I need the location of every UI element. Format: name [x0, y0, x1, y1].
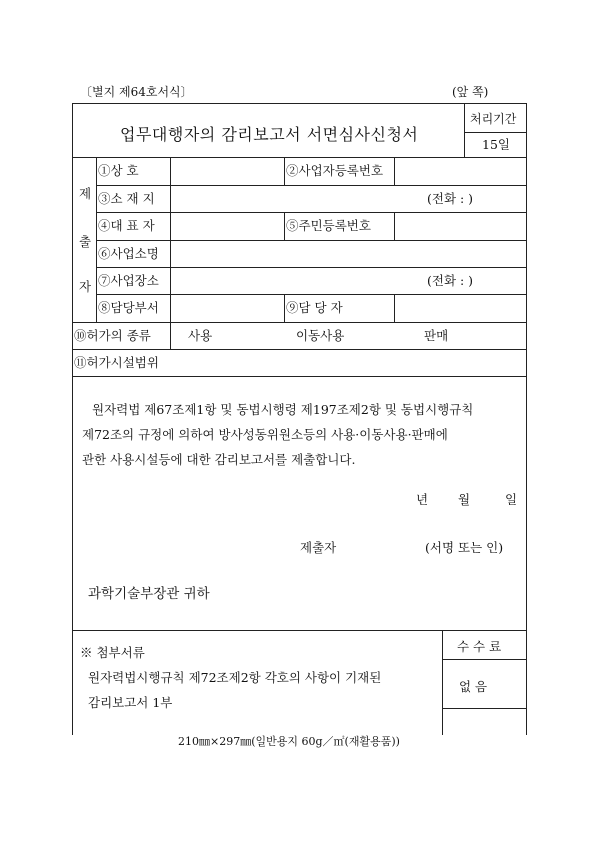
statement	[82, 397, 527, 472]
date-month: 월	[458, 492, 471, 507]
business-location-name-label: ⑥사업소명	[98, 246, 159, 261]
license-type-use: 사용	[188, 328, 213, 343]
submitter-sign: (서명 또는 인)	[425, 540, 504, 555]
form-left-border	[72, 103, 73, 735]
form-title: 업무대행자의 감리보고서 서면심사신청서	[120, 125, 419, 144]
paper-spec: 210㎜×297㎜(일반용지 60g／㎡(재활용품))	[178, 735, 400, 748]
representative-label: ④대 표 자	[98, 218, 155, 233]
applicant-label-3: 자	[79, 279, 92, 294]
attachments-heading: ※ 첨부서류	[80, 645, 145, 660]
date-year: 년	[416, 492, 429, 507]
site-phone: (전화 : )	[427, 273, 474, 288]
license-type-label: ⑩허가의 종류	[74, 328, 151, 343]
license-type-sale: 판매	[424, 328, 449, 343]
applicant-label-2: 출	[79, 234, 92, 249]
attachments-line-2: 감리보고서 1부	[88, 695, 173, 710]
form-top-border	[72, 103, 527, 104]
fee-value: 없 음	[459, 679, 488, 694]
applicant-label-1: 제	[79, 186, 92, 201]
page-side: (앞 쪽)	[452, 85, 489, 99]
fee-label: 수 수 료	[457, 639, 502, 654]
date-day: 일	[505, 492, 518, 507]
resident-reg-no-label: ⑤주민등록번호	[286, 218, 371, 233]
form-number: 〔별지 제64호서식〕	[80, 85, 193, 99]
statement-line-1: 원자력법 제67조제1항 및 동법시행령 제197조제2항 및 동법시행규칙	[92, 402, 474, 417]
business-site-label: ⑦사업장소	[98, 273, 159, 288]
processing-period-value: 15일	[482, 137, 510, 152]
department-label: ⑧담당부서	[98, 300, 159, 315]
statement-line-3: 관한 사용시설등에 대한 감리보고서를 제출합니다.	[82, 452, 356, 467]
address-label: ③소 재 지	[98, 191, 155, 206]
address-phone: (전화 : )	[427, 191, 474, 206]
addressee: 과학기술부장관 귀하	[88, 586, 210, 602]
business-reg-no-label: ②사업자등록번호	[286, 163, 384, 178]
attachments-line-1: 원자력법시행규칙 제72조제2항 각호의 사항이 기재된	[88, 670, 382, 685]
license-scope-label: ⑪허가시설범위	[74, 355, 159, 370]
statement-line-2: 제72조의 규정에 의하여 방사성동위원소등의 사용·이동사용·판매에	[82, 427, 448, 442]
license-type-mobile: 이동사용	[296, 328, 345, 343]
person-in-charge-label: ⑨담 당 자	[286, 300, 343, 315]
processing-period-label: 처리기간	[470, 112, 517, 126]
submitter-label: 제출자	[300, 540, 337, 555]
trade-name-label: ①상 호	[98, 163, 139, 178]
